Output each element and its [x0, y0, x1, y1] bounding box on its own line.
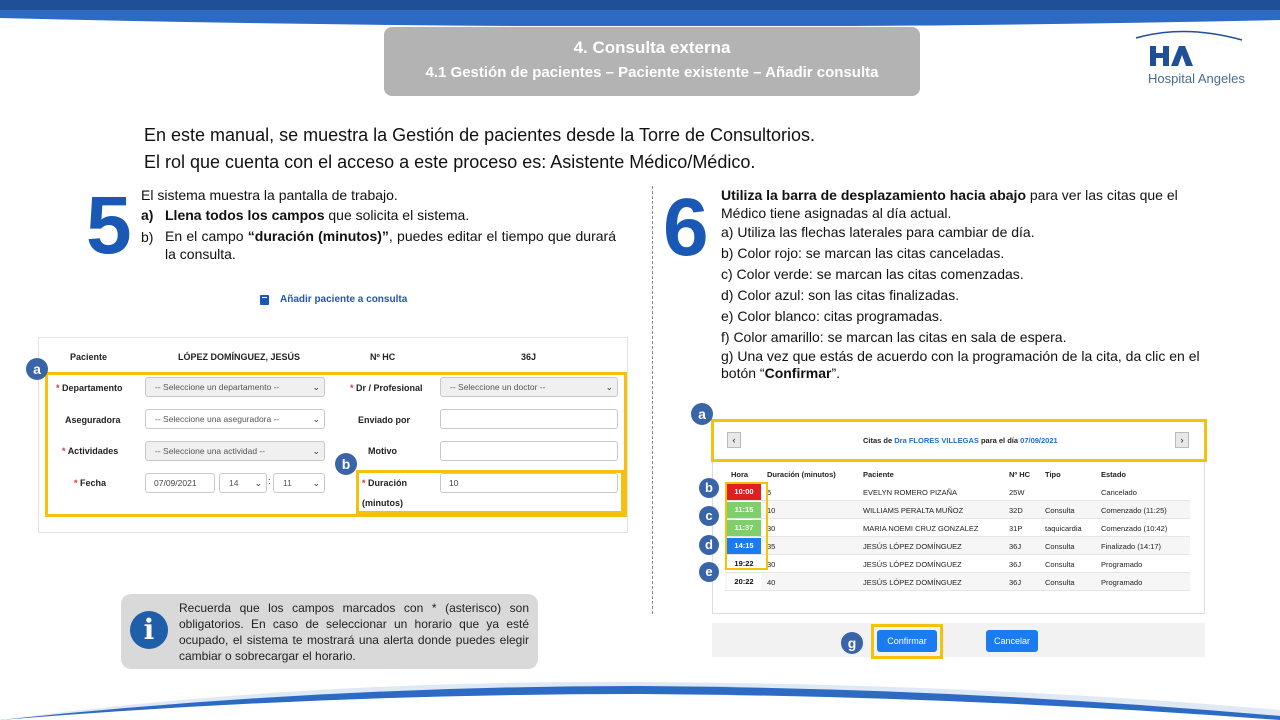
- patient-cell: WILLIAMS PERALTA MUÑOZ: [863, 506, 964, 515]
- status-cell: Cancelado: [1101, 488, 1137, 497]
- chevron-down-icon: ⌄: [605, 382, 613, 392]
- step-6-text: [721, 186, 1211, 382]
- step-5-a-rest: que solicita el sistema.: [324, 207, 470, 223]
- hc-cell: 25W: [1009, 488, 1025, 497]
- next-day-button[interactable]: ›: [1175, 432, 1189, 448]
- hour-cell: 20:22: [727, 574, 761, 590]
- duration-cell: 40: [767, 578, 776, 587]
- info-text: Recuerda que los campos marcados con * (asterisco) son obligatorios. En caso de seleccionar un horario que ya esté ocupado, el sistema te mostrará una alerta donde puedes elegir cambiar o sobrecargar el horario.: [179, 601, 529, 663]
- prev-day-button[interactable]: ‹: [727, 432, 741, 448]
- type-cell: taquicardia: [1045, 524, 1082, 533]
- insurer-label: Aseguradora: [65, 415, 121, 425]
- hc-cell: 36J: [1009, 560, 1022, 569]
- chevron-down-icon: ⌄: [312, 478, 320, 488]
- patient-cell: JESÚS LÓPEZ DOMÍNGUEZ: [863, 542, 962, 551]
- step-6-g-bold: Confirmar: [764, 365, 832, 381]
- patient-cell: JESÚS LÓPEZ DOMÍNGUEZ: [863, 560, 962, 569]
- activities-select[interactable]: [145, 441, 325, 461]
- appointments-date: 07/09/2021: [1020, 436, 1058, 445]
- hour-cell: 19:22: [727, 556, 761, 572]
- column-divider: [652, 186, 653, 614]
- cancel-button[interactable]: Cancelar: [986, 630, 1038, 652]
- table-row[interactable]: [725, 573, 1190, 591]
- appointments-title-mid: para el día: [978, 436, 1021, 445]
- badge-a-left: a: [26, 358, 48, 380]
- book-icon: [259, 294, 271, 306]
- step-5-marker-b: b): [141, 229, 154, 245]
- table-row[interactable]: [725, 555, 1190, 573]
- step-5-text: [141, 185, 616, 263]
- step-6-item-a: a) Utiliza las flechas laterales para cambiar de día.: [721, 224, 1035, 240]
- table-row[interactable]: [725, 483, 1190, 501]
- hc-label: Nº HC: [370, 352, 396, 362]
- chevron-down-icon: ⌄: [254, 478, 262, 488]
- add-patient-heading: Añadir paciente a consulta: [280, 294, 408, 305]
- logo-text: Hospital Angeles: [1148, 71, 1245, 86]
- col-hc: Nº HC: [1009, 470, 1031, 479]
- step-6-item-b: b) Color rojo: se marcan las citas canceladas.: [721, 245, 1005, 261]
- department-label: [56, 383, 123, 393]
- step-5-a-bold: Llena todos los campos: [165, 207, 325, 223]
- hour-cell: 14:15: [727, 538, 761, 554]
- hour-colors-highlight: [725, 482, 768, 570]
- status-cell: Finalizado (14:17): [1101, 542, 1162, 551]
- date-input[interactable]: 07/09/2021: [145, 473, 215, 493]
- badge-g: g: [841, 632, 863, 654]
- step-6-p1-bold: Utiliza la barra de desplazamiento hacia abajo: [721, 187, 1026, 203]
- insurer-select-value: -- Seleccione una aseguradora --: [155, 414, 280, 424]
- step-5-b-rest: , puedes editar el tiempo que durará la consulta.: [165, 228, 616, 262]
- date-label-text: Fecha: [80, 478, 107, 488]
- step-5-number: 5: [86, 180, 132, 271]
- step-6-g-pre: g) Una vez que estás de acuerdo con la programación de la cita, da clic en el botón “: [721, 348, 1200, 381]
- duration-label: [362, 478, 407, 488]
- required-asterisk: *: [56, 383, 60, 393]
- confirm-button[interactable]: Confirmar: [877, 630, 937, 652]
- duration-cell: 35: [767, 542, 776, 551]
- minute-select-value: 11: [283, 478, 292, 488]
- patient-cell: JESÚS LÓPEZ DOMÍNGUEZ: [863, 578, 962, 587]
- table-row[interactable]: [725, 501, 1190, 519]
- type-cell: Consulta: [1045, 542, 1075, 551]
- minute-select[interactable]: [273, 473, 325, 493]
- badge-b-right: b: [699, 478, 719, 498]
- reason-label: Motivo: [368, 446, 397, 456]
- type-cell: Consulta: [1045, 506, 1075, 515]
- doctor-label: [350, 383, 423, 393]
- sent-by-input[interactable]: [440, 409, 618, 429]
- duration-cell: 30: [767, 524, 776, 533]
- activities-label-text: Actividades: [67, 446, 119, 456]
- action-bar: [712, 623, 1205, 657]
- patient-cell: MARIA NOEMI CRUZ GONZALEZ: [863, 524, 979, 533]
- duration-input[interactable]: 10: [440, 473, 618, 493]
- duration-cell: 5: [767, 488, 772, 497]
- intro-line-2: El rol que cuenta con el acceso a este proceso es: Asistente Médico/Médico.: [144, 152, 756, 172]
- appointments-title: [863, 436, 1058, 445]
- section-subtitle: 4.1 Gestión de pacientes – Paciente existente – Añadir consulta: [425, 64, 879, 81]
- step-5-item-a: [141, 205, 616, 225]
- department-label-text: Departamento: [62, 383, 123, 393]
- hour-select[interactable]: [219, 473, 267, 493]
- step-6-number: 6: [663, 182, 709, 273]
- status-cell: Comenzado (11:25): [1101, 506, 1167, 515]
- doctor-select[interactable]: [440, 377, 618, 397]
- badge-c: c: [699, 506, 719, 526]
- section-header: [384, 27, 920, 96]
- step-5-b-pre: En el campo: [165, 228, 248, 244]
- hour-cell: 10:00: [727, 484, 761, 500]
- required-asterisk: *: [62, 446, 66, 456]
- activities-select-value: -- Seleccione una actividad --: [155, 446, 266, 456]
- step-6-item-d: d) Color azul: son las citas finalizadas.: [721, 287, 960, 303]
- date-label: [74, 478, 106, 488]
- hc-cell: 32D: [1009, 506, 1023, 515]
- activities-label: [62, 446, 118, 456]
- duration-cell: 10: [767, 506, 776, 515]
- required-asterisk: *: [350, 383, 354, 393]
- step-6-item-f: f) Color amarillo: se marcan las citas en sala de espera.: [721, 329, 1067, 345]
- hc-cell: 36J: [1009, 542, 1022, 551]
- chevron-down-icon: ⌄: [312, 414, 320, 424]
- col-hour: Hora: [731, 470, 749, 479]
- step-5-marker-a: a): [141, 207, 154, 223]
- status-cell: Programado: [1101, 578, 1143, 587]
- top-decorative-band: [0, 0, 1280, 26]
- duration-unit-label: (minutos): [362, 498, 403, 508]
- type-cell: Consulta: [1045, 560, 1075, 569]
- step-6-item-e: e) Color blanco: citas programadas.: [721, 308, 943, 324]
- required-asterisk: *: [74, 478, 78, 488]
- badge-e: e: [699, 562, 719, 582]
- patient-label: Paciente: [70, 352, 108, 362]
- step-6-item-c: c) Color verde: se marcan las citas comenzadas.: [721, 266, 1024, 282]
- hc-cell: 36J: [1009, 578, 1022, 587]
- chevron-down-icon: ⌄: [312, 446, 320, 456]
- step-6-g-post: ”.: [831, 365, 841, 381]
- hc-value: 36J: [521, 352, 537, 362]
- hc-cell: 31P: [1009, 524, 1023, 533]
- table-row[interactable]: [725, 537, 1190, 555]
- step-6-p1-rest: para ver las citas que el Médico tiene asignadas al día actual.: [721, 187, 1178, 221]
- status-cell: Programado: [1101, 560, 1143, 569]
- doctor-label-text: Dr / Profesional: [356, 383, 423, 393]
- insurer-select[interactable]: [145, 409, 325, 429]
- time-separator: :: [268, 476, 271, 486]
- appointments-title-pre: Citas de: [863, 436, 895, 445]
- intro-line-1: En este manual, se muestra la Gestión de pacientes desde la Torre de Consultorios.: [144, 125, 816, 145]
- info-icon: i: [130, 611, 168, 649]
- status-cell: Comenzado (10:42): [1101, 524, 1168, 533]
- col-type: Tipo: [1045, 470, 1061, 479]
- col-status: Estado: [1101, 470, 1127, 479]
- col-duration: Duración (minutos): [767, 470, 836, 479]
- badge-d: d: [699, 535, 719, 555]
- department-select[interactable]: [145, 377, 325, 397]
- chevron-down-icon: ⌄: [312, 382, 320, 392]
- badge-a-right: a: [691, 403, 713, 425]
- reason-input[interactable]: [440, 441, 618, 461]
- badge-b-left: b: [335, 453, 357, 475]
- table-row[interactable]: [725, 519, 1190, 537]
- hour-cell: 11:37: [727, 520, 761, 536]
- department-select-value: -- Seleccione un departamento --: [155, 382, 280, 392]
- hour-cell: 11:15: [727, 502, 761, 518]
- step-5-item-b: [141, 227, 616, 263]
- step-5-line-1: El sistema muestra la pantalla de trabajo.: [141, 187, 398, 203]
- sent-by-label: Enviado por: [358, 415, 411, 425]
- appointments-doctor: Dra FLORES VILLEGAS: [894, 436, 979, 445]
- bottom-decorative-band: [0, 672, 1280, 720]
- doctor-select-value: -- Seleccione un doctor --: [450, 382, 546, 392]
- type-cell: Consulta: [1045, 578, 1075, 587]
- duration-cell: 30: [767, 560, 776, 569]
- required-asterisk: *: [362, 478, 366, 488]
- hour-select-value: 14: [229, 478, 239, 488]
- patient-cell: EVELYN ROMERO PIZAÑA: [863, 488, 958, 497]
- section-title: 4. Consulta externa: [573, 38, 731, 57]
- patient-name: LÓPEZ DOMÍNGUEZ, JESÚS: [178, 352, 301, 362]
- step-5-b-bold: “duración (minutos)”: [247, 228, 389, 244]
- duration-label-text: Duración: [368, 478, 408, 488]
- col-patient: Paciente: [863, 470, 894, 479]
